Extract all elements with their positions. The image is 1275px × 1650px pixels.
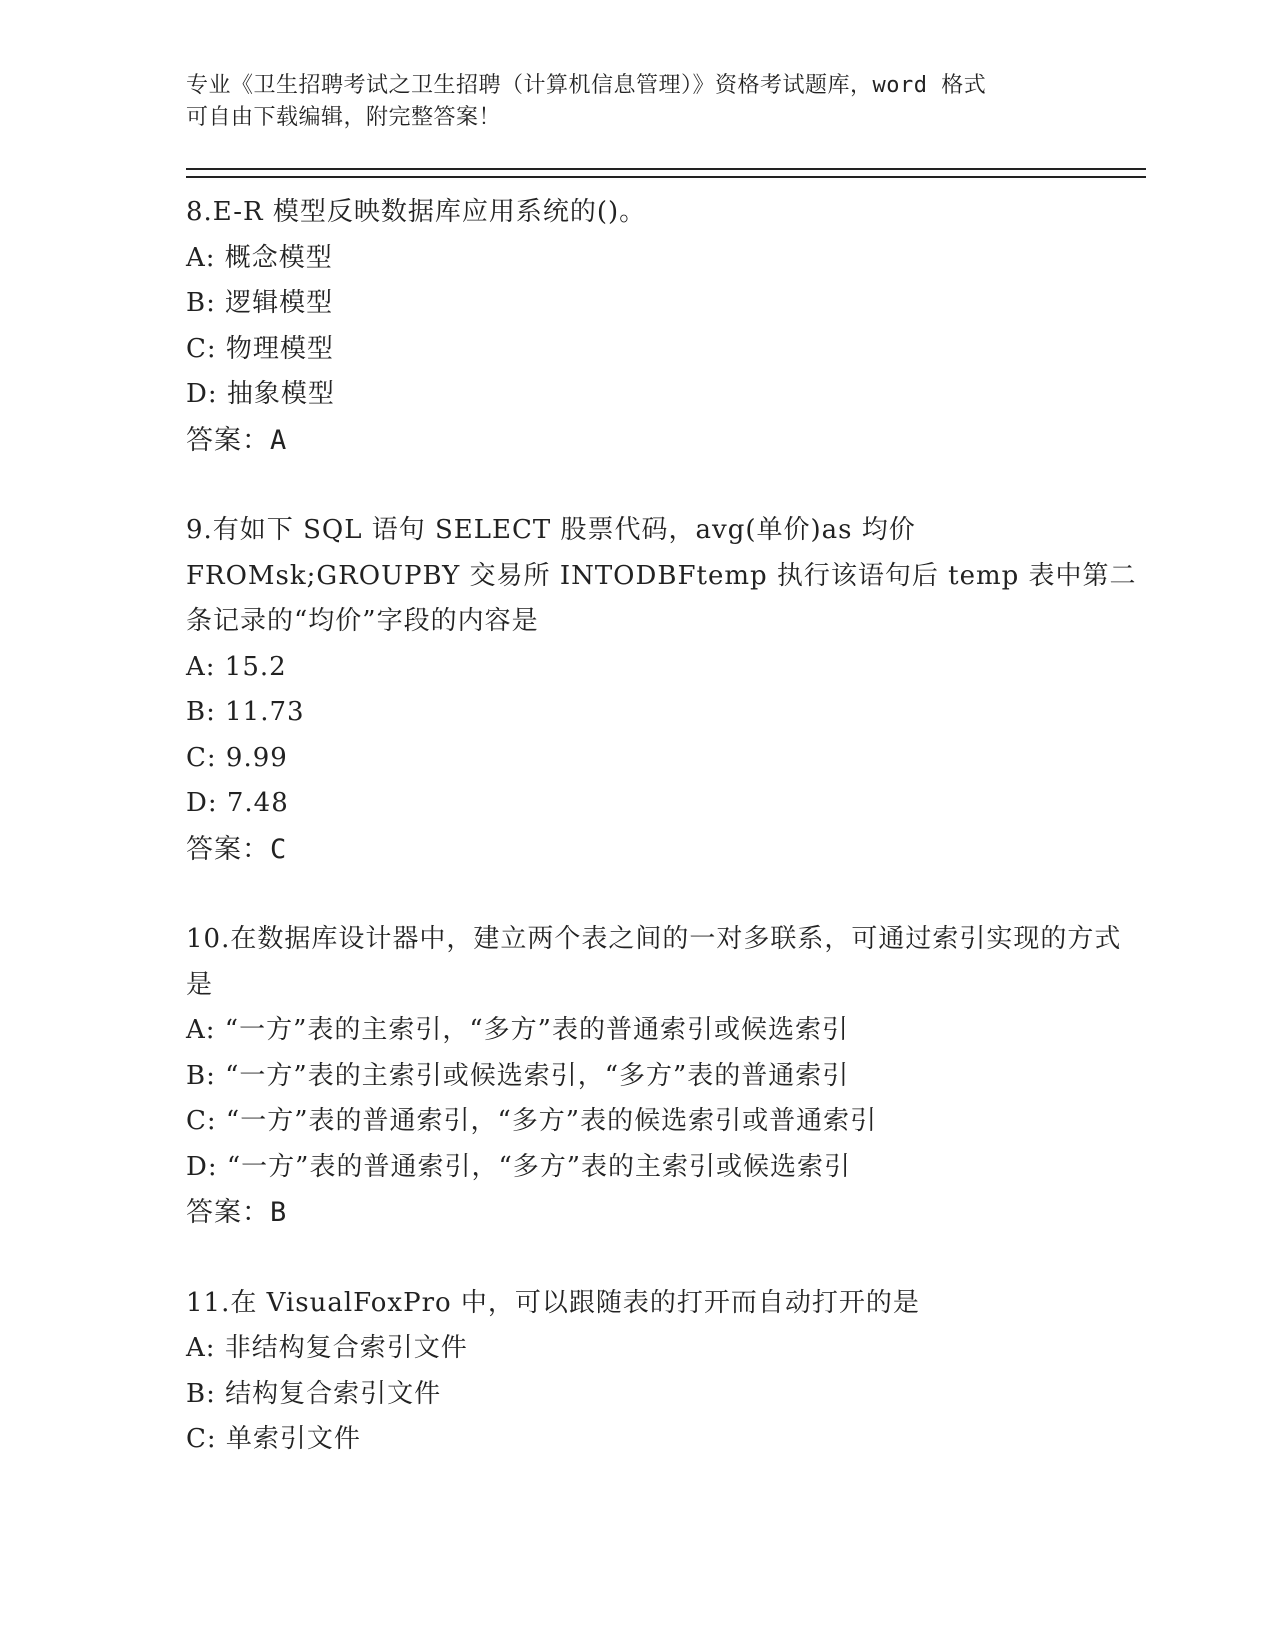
document-page — [186, 70, 1146, 1508]
question-text: 8.E-R 模型反映数据库应用系统的()。 — [186, 197, 647, 227]
question-text: 11.在 VisualFoxPro 中，可以跟随表的打开而自动打开的是 — [186, 1287, 920, 1318]
question-11 — [186, 1281, 1146, 1463]
option-c: C: “一方”表的普通索引，“多方”表的候选索引或普通索引 — [186, 1106, 878, 1136]
question-text: 10.在数据库设计器中，建立两个表之间的一对多联系，可通过索引实现的方式是 — [186, 924, 1122, 1000]
option-c: C: 物理模型 — [186, 333, 334, 364]
header-line-1: 专业《卫生招聘考试之卫生招聘（计算机信息管理）》资格考试题库，word 格式 — [186, 73, 987, 98]
option-d: D: 抽象模型 — [186, 379, 335, 409]
option-b: B: 结构复合索引文件 — [186, 1378, 442, 1409]
header-divider — [186, 168, 1146, 178]
question-list — [186, 190, 1146, 1463]
option-a: A: 非结构复合索引文件 — [186, 1333, 468, 1363]
option-b: B: “一方”表的主索引或候选索引，“多方”表的普通索引 — [186, 1060, 850, 1091]
option-a: A: “一方”表的主索引，“多方”表的普通索引或候选索引 — [186, 1015, 849, 1045]
document-header — [186, 70, 1146, 134]
option-d: D: 7.48 — [186, 788, 289, 818]
question-8 — [186, 190, 1146, 463]
question-10 — [186, 917, 1146, 1236]
answer-line: 答案：B — [186, 1197, 288, 1228]
option-a: A: 15.2 — [186, 651, 287, 682]
option-d: D: “一方”表的普通索引，“多方”表的主索引或候选索引 — [186, 1151, 852, 1182]
option-a: A: 概念模型 — [186, 242, 333, 273]
question-text: 9.有如下 SQL 语句 SELECT 股票代码，avg(单价)as 均价 FROMsk;GROUPBY 交易所 INTODBFtemp 执行该语句后 temp 表中第二条记录的“均价”字段的内容是 — [186, 515, 1137, 636]
answer-line: 答案：A — [186, 424, 288, 456]
question-9 — [186, 508, 1146, 872]
header-line-2: 可自由下载编辑，附完整答案！ — [186, 105, 502, 130]
option-b: B: 11.73 — [186, 697, 305, 727]
answer-line: 答案：C — [186, 833, 288, 865]
option-b: B: 逻辑模型 — [186, 288, 334, 318]
option-c: C: 单索引文件 — [186, 1424, 361, 1454]
option-c: C: 9.99 — [186, 742, 288, 773]
